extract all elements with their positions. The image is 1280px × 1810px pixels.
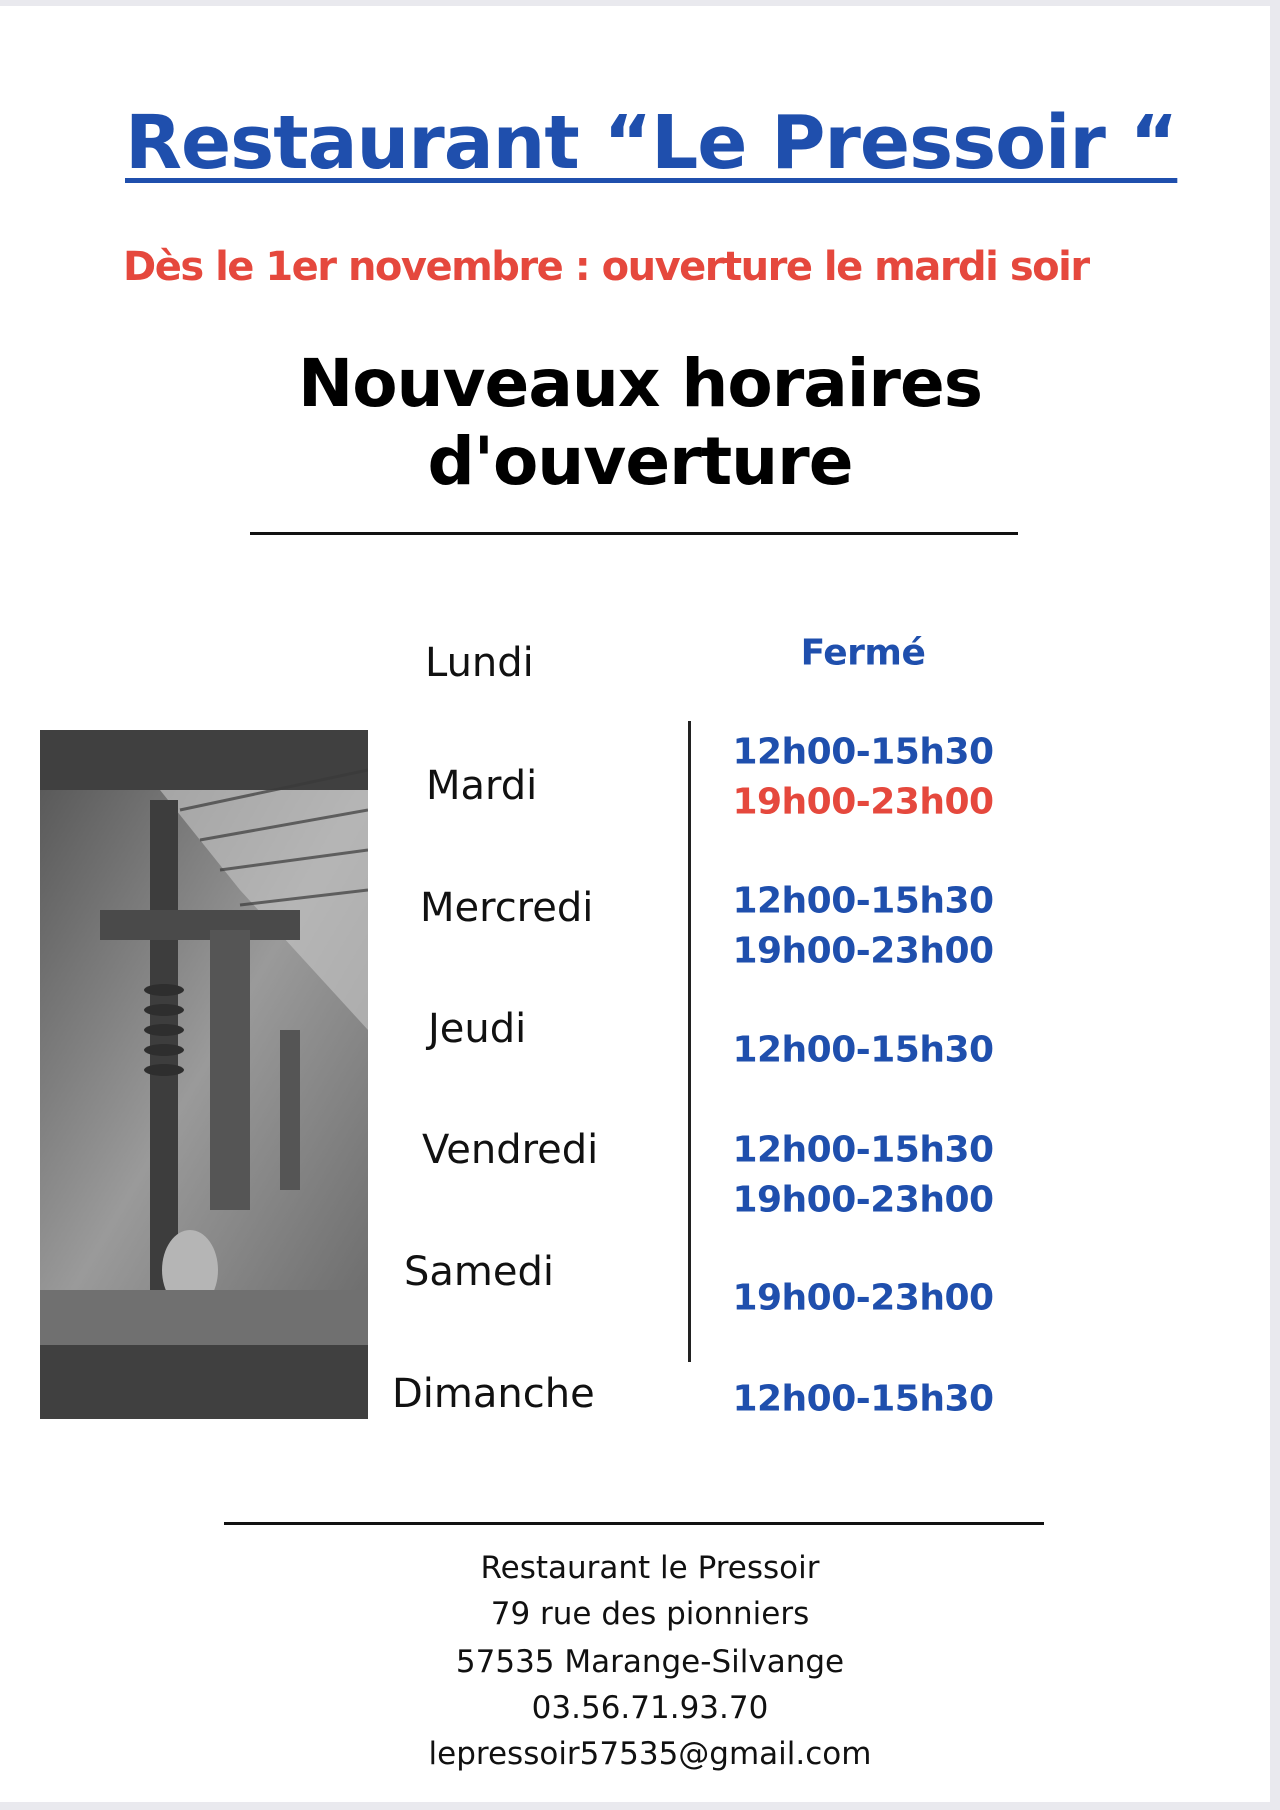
footer-street: 79 rue des pionniers <box>490 1596 810 1632</box>
footer-phone: 03.56.71.93.70 <box>531 1690 769 1726</box>
hours-jeudi: 12h00-15h30 <box>732 1029 994 1071</box>
hours-mercredi-dinner: 19h00-23h00 <box>732 930 994 972</box>
page-title: Restaurant “Le Pressoir “ <box>125 100 1178 186</box>
bottom-border <box>0 1802 1280 1810</box>
wine-press-photo <box>40 730 368 1419</box>
hours-vendredi-dinner: 19h00-23h00 <box>732 1179 994 1221</box>
day-jeudi: Jeudi <box>428 1006 527 1052</box>
day-dimanche: Dimanche <box>392 1371 595 1417</box>
schedule-divider <box>688 721 691 1362</box>
footer-divider <box>224 1522 1044 1525</box>
day-samedi: Samedi <box>404 1249 554 1295</box>
top-border <box>0 0 1280 6</box>
day-lundi: Lundi <box>425 640 534 686</box>
day-mercredi: Mercredi <box>420 885 594 931</box>
hours-mardi-lunch: 12h00-15h30 <box>732 731 994 773</box>
heading-line-1: Nouveaux horaires <box>297 345 983 422</box>
section-heading <box>250 345 1030 501</box>
hours-lundi: Fermé <box>800 632 926 674</box>
hours-dimanche: 12h00-15h30 <box>732 1378 994 1420</box>
hours-vendredi-lunch: 12h00-15h30 <box>732 1129 994 1171</box>
hours-mercredi-lunch: 12h00-15h30 <box>732 880 994 922</box>
day-vendredi: Vendredi <box>422 1127 599 1173</box>
right-border <box>1270 0 1280 1810</box>
footer-name: Restaurant le Pressoir <box>480 1550 820 1586</box>
hours-samedi: 19h00-23h00 <box>732 1277 994 1319</box>
divider <box>250 532 1018 535</box>
day-mardi: Mardi <box>426 763 538 809</box>
hours-mardi-dinner: 19h00-23h00 <box>732 781 994 823</box>
footer-email: lepressoir57535@gmail.com <box>428 1736 872 1772</box>
heading-line-2: d'ouverture <box>427 423 853 500</box>
announcement: Dès le 1er novembre : ouverture le mardi soir <box>123 244 1089 290</box>
footer-city: 57535 Marange-Silvange <box>455 1644 845 1680</box>
